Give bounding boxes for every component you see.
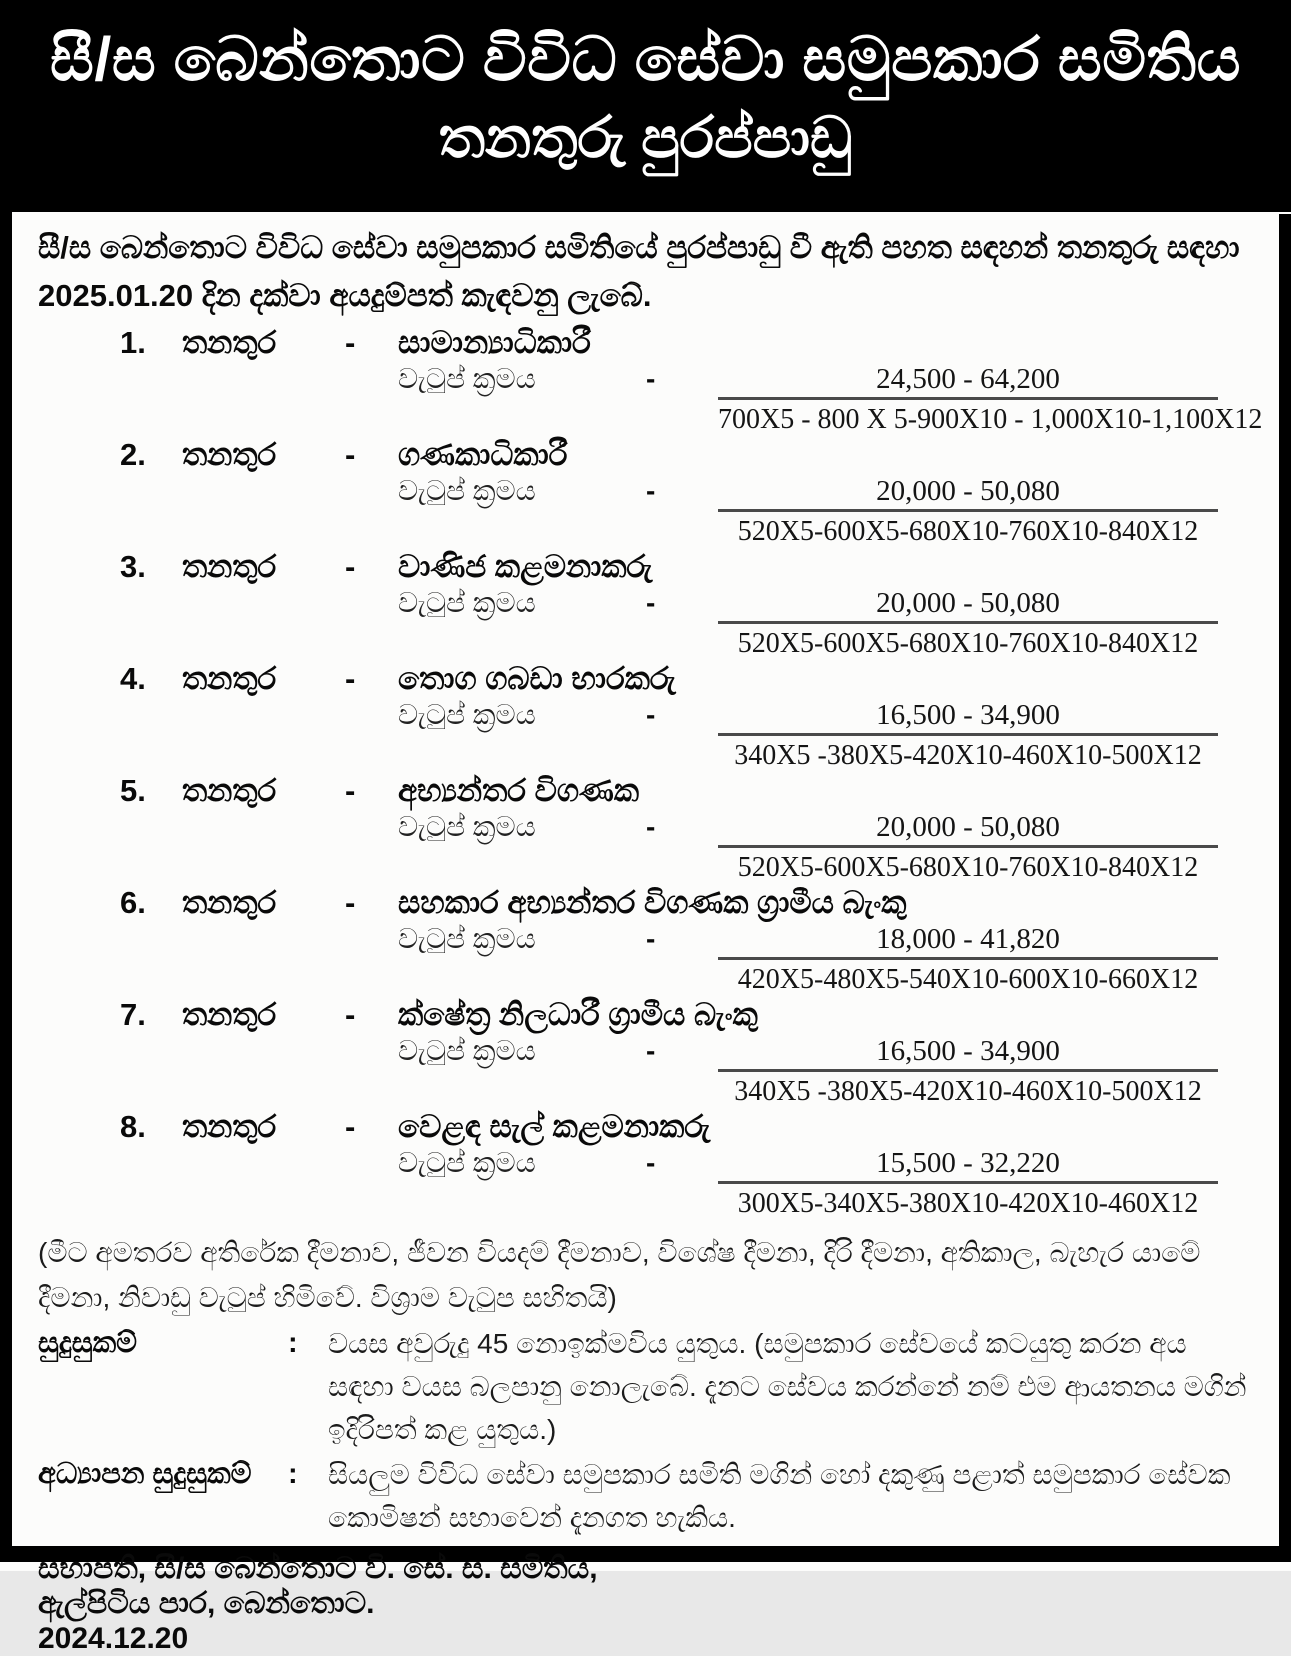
vacancy-item (38, 660, 1251, 772)
salary-scale (718, 923, 1218, 996)
salary-dash: - (646, 1035, 656, 1066)
notice-body (12, 212, 1279, 1655)
salary-row (38, 1147, 1251, 1220)
salary-steps: 300X5-340X5-380X10-420X10-460X12 (737, 1188, 1199, 1219)
salary-range: 15,500 - 32,220 (718, 1147, 1218, 1184)
vacancy-item (38, 548, 1251, 660)
post-row (38, 772, 1251, 810)
education-qualifications-label: අධ්‍යාපන සුදුසුකම් (38, 1458, 252, 1490)
intro-paragraph: සී/ස බෙන්තොට විවිධ සේවා සමුපකාර සමිතියේ පුරප්පාඩු වී ඇති පහත සඳහන් තනතුරු සඳහා 2025.01.20 දින දක්වා අයදුම්පත් කැඳවනු ලැබේ. (38, 230, 1240, 313)
salary-range: 16,500 - 34,900 (718, 1035, 1218, 1072)
salary-dash: - (646, 923, 656, 954)
item-number: 4. (120, 661, 146, 696)
salary-row (38, 699, 1251, 772)
salary-scale (718, 363, 1263, 436)
post-title: අභ්‍යන්තර විගණක (398, 773, 640, 808)
salary-dash: - (646, 1147, 656, 1178)
salary-scale (718, 587, 1218, 660)
qualifications-row (38, 1322, 1251, 1451)
salary-row (38, 363, 1263, 436)
salary-dash: - (646, 699, 656, 730)
salary-range: 20,000 - 50,080 (718, 811, 1218, 848)
salary-range: 18,000 - 41,820 (718, 923, 1218, 960)
post-title: ක්ෂේත්‍ර නිලධාරී ග්‍රාමීය බැංකු (398, 997, 758, 1032)
salary-scale (718, 475, 1218, 548)
notice-banner (0, 0, 1291, 212)
salary-scheme-label: වැටුප් ක්‍රමය (398, 475, 536, 506)
society-title: සී/ස බෙන්තොට විවිධ සේවා සමුපකාර සමිතිය (50, 25, 1241, 93)
post-title: වාණිජ කළමනාකරු (398, 549, 653, 584)
salary-scheme-label: වැටුප් ක්‍රමය (398, 1147, 536, 1178)
salary-scheme-label: වැටුප් ක්‍රමය (398, 1035, 536, 1066)
signature-chairman-line: සභාපති, සී/ස බෙන්තොට වි. සේ. ස. සමිතිය, (38, 1552, 598, 1585)
post-title: සහකාර අභ්‍යන්තර විගණක ග්‍රාමීය බැංකු (398, 885, 907, 920)
notice-subtitle: තනතුරු පුරප්පාඩු (438, 106, 853, 170)
right-border (1279, 214, 1291, 1562)
post-dash: - (345, 325, 356, 360)
item-number: 8. (120, 1109, 146, 1144)
post-row (38, 884, 1251, 922)
salary-row (38, 1035, 1251, 1108)
salary-scale (718, 811, 1218, 884)
vacancy-item (38, 996, 1251, 1108)
vacancy-item (38, 324, 1263, 436)
post-dash: - (345, 549, 356, 584)
vacancy-list (38, 324, 1263, 1220)
post-row (38, 660, 1251, 698)
post-dash: - (345, 1109, 356, 1144)
salary-dash: - (646, 475, 656, 506)
education-qualifications-row (38, 1453, 1251, 1539)
salary-steps: 340X5 -380X5-420X10-460X10-500X12 (734, 740, 1202, 771)
salary-scale (718, 1147, 1218, 1220)
post-label: තනතුර (182, 549, 277, 584)
vacancy-item (38, 772, 1251, 884)
salary-steps: 340X5 -380X5-420X10-460X10-500X12 (734, 1076, 1202, 1107)
education-qualifications-text: සියලුම විවිධ සේවා සමුපකාර සමිති මගින් හෝ දකුණු පළාත් සමුපකාර සේවක කොමිෂන් සභාවෙන් දැනගත හැකිය. (328, 1459, 1231, 1533)
salary-range: 20,000 - 50,080 (718, 475, 1218, 512)
post-label: තනතුර (182, 773, 277, 808)
signature-address-line: ඇල්පිටිය පාර, බෙන්තොට. (38, 1587, 375, 1620)
post-label: තනතුර (182, 885, 277, 920)
post-title: තොග ගබඩා භාරකරු (398, 661, 676, 696)
post-title: ගණකාධිකාරී (398, 437, 568, 472)
salary-dash: - (646, 811, 656, 842)
item-number: 1. (120, 325, 146, 360)
salary-row (38, 923, 1251, 996)
salary-scale (718, 1035, 1218, 1108)
salary-steps: 520X5-600X5-680X10-760X10-840X12 (737, 628, 1199, 659)
vacancy-item (38, 436, 1251, 548)
qualifications-text: වයස අවුරුදු 45 නොඉක්මවිය යුතුය. (සමුපකාර සේවයේ කටයුතු කරන අය සඳහා වයස බලපානු නොලැබේ. දැනට සේවය කරන්නේ නම් එම ආයතනය මගින් ඉදිරිපත් කළ යුතුය.) (328, 1328, 1247, 1445)
post-title: වෙළඳ සැල් කළමනාකරු (398, 1109, 711, 1144)
post-label: තනතුර (182, 661, 277, 696)
qualifications-label: සුදුසුකම් (38, 1327, 137, 1359)
salary-scheme-label: වැටුප් ක්‍රමය (398, 587, 536, 618)
post-dash: - (345, 997, 356, 1032)
left-border (0, 212, 12, 1562)
post-row (38, 996, 1251, 1034)
qualifications-colon: : (288, 1327, 298, 1359)
salary-steps: 700X5 - 800 X 5-900X10 - 1,000X10-1,100X12 (718, 404, 1263, 435)
salary-steps: 520X5-600X5-680X10-760X10-840X12 (737, 516, 1199, 547)
salary-row (38, 475, 1251, 548)
post-title: සාමාන්‍යාධිකාරී (398, 325, 591, 360)
item-number: 7. (120, 997, 146, 1032)
salary-scheme-label: වැටුප් ක්‍රමය (398, 699, 536, 730)
item-number: 3. (120, 549, 146, 584)
post-row (38, 548, 1251, 586)
salary-scheme-label: වැටුප් ක්‍රමය (398, 811, 536, 842)
post-label: තනතුර (182, 1109, 277, 1144)
salary-scheme-label: වැටුප් ක්‍රමය (398, 923, 536, 954)
salary-range: 20,000 - 50,080 (718, 587, 1218, 624)
education-qualifications-colon: : (288, 1458, 298, 1490)
salary-steps: 520X5-600X5-680X10-760X10-840X12 (737, 852, 1199, 883)
post-dash: - (345, 885, 356, 920)
post-dash: - (345, 661, 356, 696)
salary-steps: 420X5-480X5-540X10-600X10-660X12 (737, 964, 1199, 995)
salary-row (38, 811, 1251, 884)
vacancy-item (38, 1108, 1251, 1220)
salary-scale (718, 699, 1218, 772)
post-label: තනතුර (182, 997, 277, 1032)
item-number: 6. (120, 885, 146, 920)
vacancy-item (38, 884, 1251, 996)
post-row (38, 324, 1251, 362)
post-row (38, 1108, 1251, 1146)
salary-range: 24,500 - 64,200 (718, 363, 1218, 400)
post-label: තනතුර (182, 325, 277, 360)
notice-date: 2024.12.20 (38, 1622, 189, 1655)
item-number: 5. (120, 773, 146, 808)
allowances-note: (මීට අමතරව අතිරේක දීමනාව, ජීවන වියදම් දීමනාව, විශේෂ දීමනා, දිරි දීමනා, අතිකාල, බැහැර යාමේ දීමනා, නිවාඩු වැටුප් හිමිවේ. විශ්‍රාම වැටුප සහිතයි) (38, 1237, 1201, 1313)
post-label: තනතුර (182, 437, 277, 472)
salary-range: 16,500 - 34,900 (718, 699, 1218, 736)
salary-scheme-label: වැටුප් ක්‍රමය (398, 363, 536, 394)
salary-row (38, 587, 1251, 660)
salary-dash: - (646, 363, 656, 394)
signature-block (38, 1551, 1251, 1656)
item-number: 2. (120, 437, 146, 472)
post-row (38, 436, 1251, 474)
salary-dash: - (646, 587, 656, 618)
post-dash: - (345, 773, 356, 808)
post-dash: - (345, 437, 356, 472)
